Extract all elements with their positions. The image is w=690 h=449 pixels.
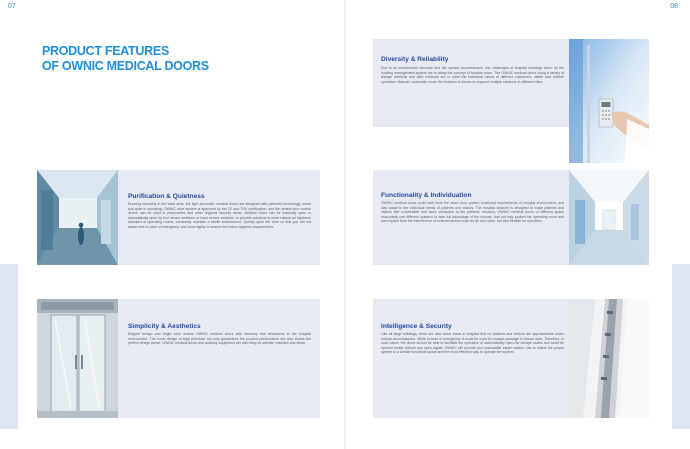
intelligence-heading: Intelligence & Security [381,323,452,330]
simplicity-body: Elegant design and bright color endow OWNIC medical doors with harmony and wholeness to the hospital environment. The novel design of high precision not only guarantees the product performance but also shows the perfect design sense. OWNIC medical doors and ancillary equipment are also easy to operate, maintain and clean. [128,332,311,346]
door-keypad-photo [569,39,649,163]
functionality-body: OWNIC medical doors could well meet the clean door system functional requirements of hospital environment, and also adapt to the individual needs of patients and visitors. The hospital channel is designed to make patients and visitors feel comfortable and more conducive to the patients' recovery. OWNIC medical doors of different space reasonably use different systems to take full advantage of the volume, that not only protect the operating room and ward space from the interference of external factors such as air and noise, but also flexible for operation. [381,201,564,224]
page-number-right: 08 [670,3,678,10]
page-title-line-2: OF OWNIC MEDICAL DOORS [42,59,209,73]
simplicity-heading: Simplicity & Aesthetics [128,323,201,330]
right-side-band [672,264,690,429]
page-title-line-1: PRODUCT FEATURES [42,44,169,58]
page-spine [344,0,346,449]
intelligence-body: Like all large buildings, there are also some areas in hospital that no patients and visitors are approachable under normal circumstances. While in case of emergency, it could be used for escape passage to rescue lives. Therefore, in such cases, the doors should be able to facilitate the operation or automatically open the escape routes and could be opened timely without any open signal. OWNIC will provide you reasonable expert advice, like to select the proper system to a certain functional space and the most effective way to operate the system. [381,332,564,355]
functionality-heading: Functionality & Individuation [381,192,472,199]
purification-body: Running smoothly in the ward area, the light automatic medical doors are designed with patented technology, smart and quite in operating. OWNIC drive system is approved by the CE and TÜV certification, and the central door control device can be used in pharmacies and other regional security areas. Medical doors can be manually open or automatically open by foot sensor switches or hand sensor switches, to provide solutions to meet natural air tightness standard of operating rooms, constantly maintain a sterile environment. Quickly open the door so that you will not waste time in case of emergency, and close tightly to ensure the indoor hygienic requirements. [128,202,311,229]
door-track-photo [569,299,649,418]
page-title [42,44,209,74]
diversity-heading: Diversity & Reliability [381,56,449,63]
left-side-band [0,264,18,429]
hospital-corridor-photo [37,170,118,265]
glass-sliding-door-photo [37,299,118,418]
diversity-body: Due to its architectural structure and the special circumstances, the challenges of hospital buildings faced by the building management system are to adapt the concept of function room. The OWNIC medical doors using a variety of linkage methods and start methods are to meet the individual needs of different customers, stable and reliable operation. Manual / automatic mode the freedom of choice to respond multiple solutions in different sites. [381,66,564,84]
purification-heading: Purification & Quietness [128,193,205,200]
clean-corridor-photo [569,170,649,265]
page-number-left: 07 [8,3,16,10]
